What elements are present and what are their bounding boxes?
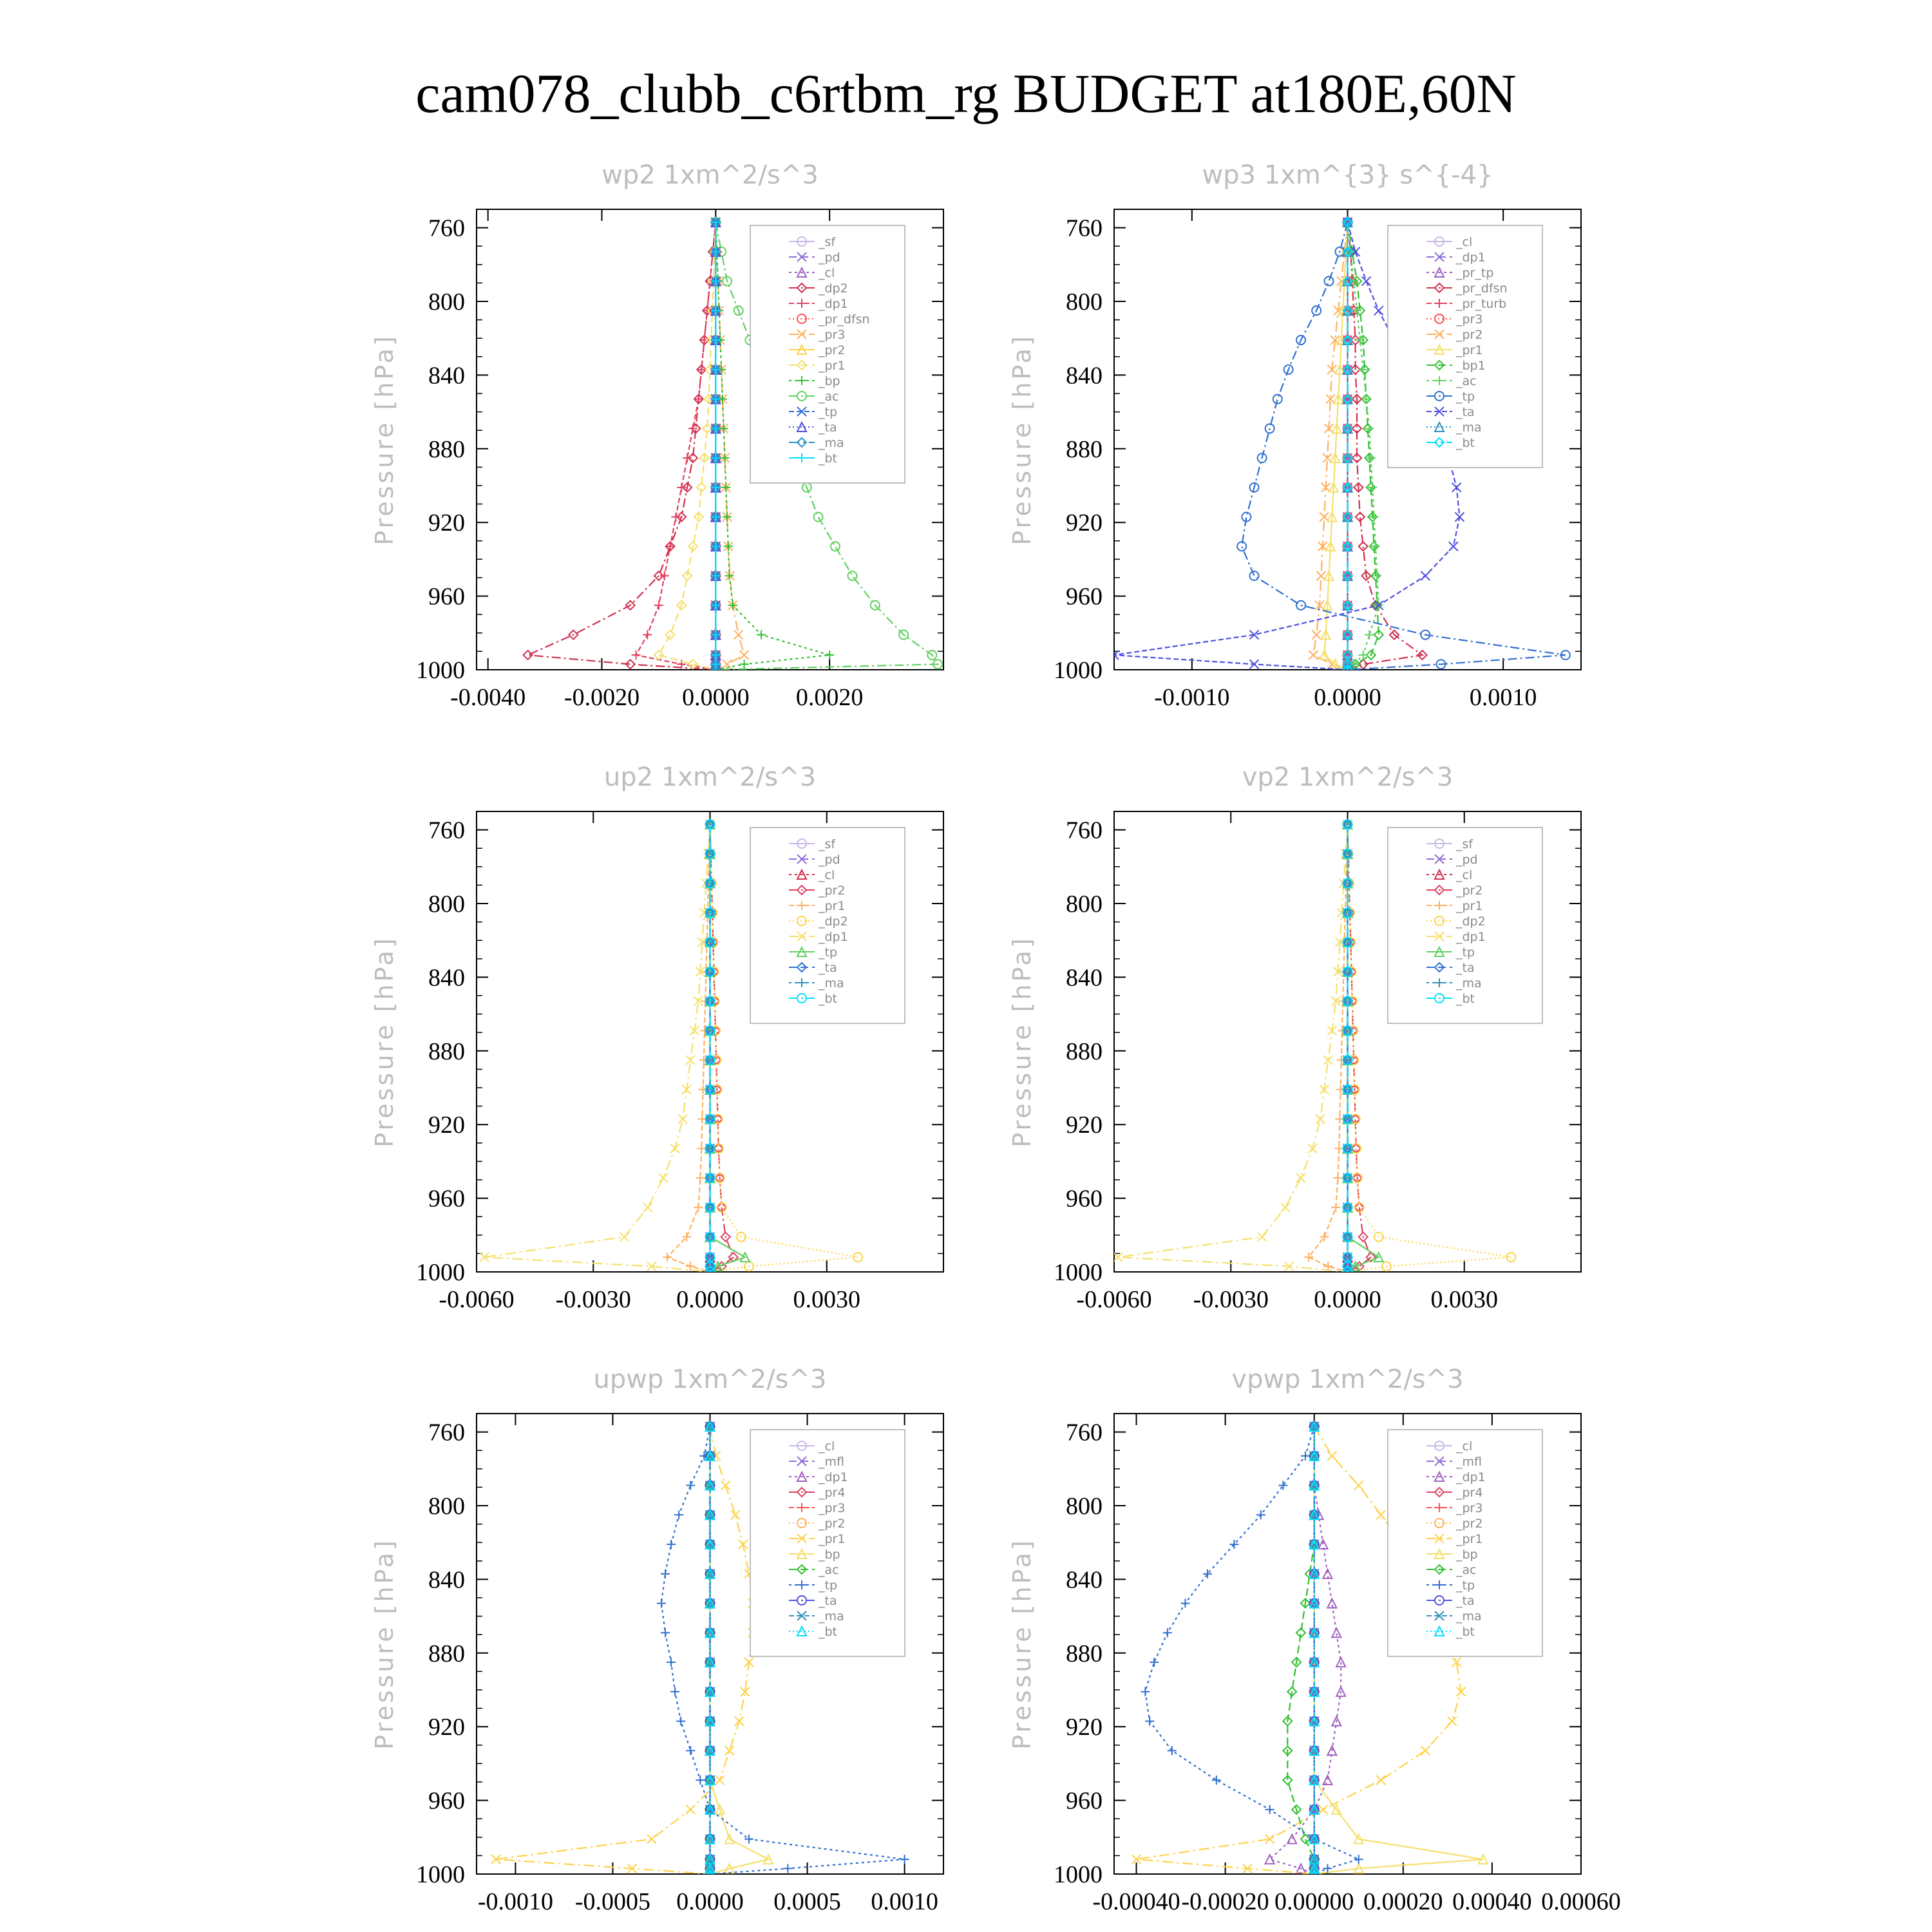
y-tick-label: 840 bbox=[1066, 362, 1103, 390]
y-tick-label: 840 bbox=[428, 362, 465, 390]
panel-2 bbox=[1008, 160, 1581, 711]
data-point bbox=[848, 571, 857, 580]
data-point bbox=[694, 1203, 703, 1212]
y-tick-label: 920 bbox=[428, 1714, 465, 1741]
y-tick-label: 960 bbox=[428, 583, 465, 611]
legend-entry: _pr3 bbox=[1456, 312, 1483, 327]
y-tick-label: 880 bbox=[1066, 435, 1103, 463]
data-point bbox=[643, 1203, 652, 1212]
data-point bbox=[783, 1864, 792, 1873]
y-tick-label: 920 bbox=[428, 1112, 465, 1139]
panel-title: vpwp 1xm^2/s^3 bbox=[1231, 1365, 1464, 1394]
data-point bbox=[686, 1805, 695, 1814]
legend-entry: _dp1 bbox=[819, 297, 848, 311]
legend-entry: _bp bbox=[819, 374, 840, 388]
series-line-dp1 bbox=[484, 824, 710, 1272]
legend-entry: _ta bbox=[1456, 405, 1475, 419]
panel-title: vp2 1xm^2/s^3 bbox=[1242, 762, 1454, 792]
data-point bbox=[1421, 1746, 1430, 1755]
panel-3 bbox=[370, 762, 943, 1313]
data-point bbox=[696, 1173, 705, 1182]
y-tick-label: 880 bbox=[428, 1037, 465, 1065]
data-point bbox=[647, 1835, 656, 1844]
data-point bbox=[620, 1233, 629, 1242]
legend-entry: _bp1 bbox=[1456, 359, 1486, 373]
legend-entry: _bt bbox=[819, 1625, 838, 1639]
y-axis-label: Pressure [hPa] bbox=[370, 334, 399, 545]
y-tick-label: 840 bbox=[428, 1566, 465, 1594]
data-point bbox=[1258, 1233, 1267, 1242]
y-axis-label: Pressure [hPa] bbox=[1008, 334, 1036, 545]
y-tick-label: 800 bbox=[1066, 289, 1103, 316]
legend-entry: _pr4 bbox=[1456, 1486, 1483, 1500]
x-tick-label: 0.0030 bbox=[1430, 1286, 1498, 1313]
data-point bbox=[1421, 571, 1430, 580]
legend-entry: _pr2 bbox=[819, 1517, 846, 1531]
data-point bbox=[1354, 1481, 1363, 1490]
data-point bbox=[740, 659, 749, 668]
series-line-dp1 bbox=[636, 222, 716, 670]
data-point bbox=[1113, 1253, 1122, 1262]
legend-entry: _dp1 bbox=[1456, 251, 1486, 265]
data-point bbox=[1374, 306, 1383, 315]
data-point bbox=[1376, 1776, 1385, 1785]
x-tick-label: -0.0030 bbox=[1193, 1286, 1269, 1313]
y-tick-label: 880 bbox=[1066, 1037, 1103, 1065]
y-tick-label: 800 bbox=[428, 1493, 465, 1520]
legend-entry: _cl bbox=[819, 1439, 835, 1454]
legend-entry: _ta bbox=[1456, 961, 1475, 975]
legend-entry: _pd bbox=[1456, 853, 1478, 867]
data-point bbox=[1333, 1173, 1342, 1182]
series-line-tp bbox=[710, 824, 745, 1272]
panel-5 bbox=[370, 1365, 943, 1915]
data-point bbox=[900, 1855, 909, 1864]
legend-entry: _bp bbox=[1456, 1548, 1478, 1562]
x-tick-label: -0.0060 bbox=[439, 1286, 515, 1313]
data-point bbox=[1212, 1776, 1221, 1785]
legend-entry: _bt bbox=[819, 451, 838, 466]
legend-entry: _ta bbox=[1456, 1594, 1475, 1608]
x-tick-label: -0.0005 bbox=[574, 1888, 651, 1915]
legend-entry: _ac bbox=[1456, 374, 1477, 388]
data-point bbox=[1163, 1628, 1172, 1637]
y-tick-label: 760 bbox=[1066, 214, 1103, 242]
data-point bbox=[831, 542, 840, 551]
panel-1 bbox=[370, 160, 943, 711]
data-point bbox=[654, 601, 663, 610]
x-tick-label: 0.00020 bbox=[1363, 1888, 1443, 1915]
legend-entry: _pr2 bbox=[819, 343, 846, 357]
data-point bbox=[1265, 1805, 1274, 1814]
legend-entry: _pr1 bbox=[1456, 1532, 1483, 1546]
y-tick-label: 840 bbox=[428, 964, 465, 992]
data-point bbox=[1312, 630, 1321, 639]
legend-entry: _pr4 bbox=[819, 1486, 846, 1500]
y-tick-label: 760 bbox=[428, 1419, 465, 1446]
x-tick-label: -0.00020 bbox=[1181, 1888, 1269, 1915]
legend-entry: _bt bbox=[1456, 992, 1475, 1006]
data-point bbox=[661, 1569, 670, 1578]
legend-entry: _tp bbox=[819, 405, 838, 419]
legend-entry: _pr_dfsn bbox=[819, 312, 870, 327]
data-point bbox=[757, 630, 766, 639]
x-tick-label: 0.00060 bbox=[1541, 1888, 1621, 1915]
legend-entry: _cl bbox=[1456, 1439, 1473, 1454]
data-point bbox=[670, 1687, 679, 1696]
data-point bbox=[696, 1776, 705, 1785]
data-point bbox=[1316, 571, 1325, 580]
legend-entry: _bt bbox=[819, 992, 838, 1006]
series-line-dp2 bbox=[528, 222, 716, 670]
panel-6 bbox=[1008, 1365, 1621, 1915]
x-tick-label: 0.0000 bbox=[676, 1888, 744, 1915]
data-point bbox=[659, 1173, 668, 1182]
data-point bbox=[825, 650, 834, 659]
data-point bbox=[667, 1658, 676, 1667]
series-line-pr2 bbox=[1313, 222, 1347, 670]
series-line-dp1 bbox=[1118, 824, 1347, 1272]
legend-entry: _tp bbox=[819, 945, 838, 960]
series-line-pr1 bbox=[667, 824, 710, 1272]
y-axis-label: Pressure [hPa] bbox=[370, 936, 399, 1148]
data-point bbox=[1327, 1452, 1336, 1461]
data-point bbox=[676, 1717, 685, 1726]
data-point bbox=[677, 483, 686, 492]
y-tick-label: 880 bbox=[1066, 1640, 1103, 1667]
legend-entry: _tp bbox=[1456, 1578, 1475, 1593]
y-tick-label: 800 bbox=[428, 289, 465, 316]
legend-entry: _dp2 bbox=[819, 914, 848, 929]
y-tick-label: 960 bbox=[1066, 583, 1103, 611]
x-tick-label: -0.0060 bbox=[1076, 1286, 1152, 1313]
y-tick-label: 1000 bbox=[1054, 657, 1103, 684]
data-point bbox=[657, 1599, 666, 1608]
data-point bbox=[1376, 1510, 1385, 1519]
legend-entry: _dp1 bbox=[1456, 1470, 1486, 1484]
y-axis-label: Pressure [hPa] bbox=[370, 1538, 399, 1750]
data-point bbox=[654, 650, 663, 659]
data-point bbox=[678, 1115, 687, 1124]
data-point bbox=[1362, 277, 1371, 286]
x-tick-label: 0.00040 bbox=[1452, 1888, 1532, 1915]
x-tick-label: 0.0030 bbox=[793, 1286, 860, 1313]
data-point bbox=[694, 395, 703, 404]
data-point bbox=[660, 571, 669, 580]
legend-entry: _dp2 bbox=[1456, 914, 1486, 929]
legend-entry: _cl bbox=[819, 266, 835, 280]
legend-entry: _pr_tp bbox=[1456, 266, 1494, 280]
data-point bbox=[721, 1481, 730, 1490]
data-point bbox=[740, 650, 749, 659]
data-point bbox=[671, 513, 680, 522]
figure-title: cam078_clubb_c6rtbm_rg BUDGET at180E,60N bbox=[415, 62, 1517, 124]
data-point bbox=[1168, 1746, 1177, 1755]
y-tick-label: 760 bbox=[428, 817, 465, 844]
y-tick-label: 920 bbox=[1066, 1714, 1103, 1741]
legend-entry: _ma bbox=[1456, 421, 1482, 435]
y-tick-label: 960 bbox=[1066, 1787, 1103, 1815]
legend-entry: _bp bbox=[819, 1548, 840, 1562]
y-tick-label: 800 bbox=[1066, 891, 1103, 918]
y-tick-label: 760 bbox=[1066, 1419, 1103, 1446]
data-point bbox=[1319, 1540, 1328, 1549]
data-point bbox=[1150, 1658, 1159, 1667]
legend-entry: _tp bbox=[819, 1578, 838, 1593]
data-point bbox=[667, 1540, 676, 1549]
data-point bbox=[1296, 1173, 1305, 1182]
data-point bbox=[1323, 1776, 1332, 1785]
data-point bbox=[715, 1776, 724, 1785]
legend-entry: _dp1 bbox=[819, 1470, 848, 1484]
data-point bbox=[632, 650, 641, 659]
legend-entry: _pr2 bbox=[1456, 328, 1483, 342]
legend-entry: _ta bbox=[819, 961, 837, 975]
panel-title: wp2 1xm^2/s^3 bbox=[601, 160, 819, 190]
legend-entry: _pr1 bbox=[1456, 899, 1483, 913]
legend-entry: _ac bbox=[819, 1563, 839, 1577]
legend-entry: _ma bbox=[819, 1609, 844, 1624]
legend-entry: _sf bbox=[1456, 837, 1473, 851]
panel-title: wp3 1xm^{3} s^{-4} bbox=[1202, 160, 1493, 190]
x-tick-label: 0.0010 bbox=[871, 1888, 938, 1915]
legend-entry: _ma bbox=[819, 976, 844, 990]
data-point bbox=[1362, 395, 1371, 404]
data-point bbox=[1331, 1203, 1340, 1212]
y-tick-label: 920 bbox=[428, 509, 465, 537]
data-point bbox=[1265, 1855, 1274, 1864]
y-tick-label: 760 bbox=[1066, 817, 1103, 844]
y-tick-label: 880 bbox=[428, 1640, 465, 1667]
legend-entry: _mfl bbox=[1456, 1455, 1482, 1469]
legend-entry: _pr1 bbox=[819, 359, 846, 373]
y-tick-label: 920 bbox=[1066, 509, 1103, 537]
legend-entry: _dp1 bbox=[819, 930, 848, 944]
data-point bbox=[1320, 513, 1329, 522]
y-tick-label: 920 bbox=[1066, 1112, 1103, 1139]
data-point bbox=[1452, 483, 1461, 492]
legend-entry: _tp bbox=[1456, 390, 1475, 404]
legend-entry: _pd bbox=[819, 251, 840, 265]
y-tick-label: 960 bbox=[1066, 1185, 1103, 1213]
legend-entry: _pr_dfsn bbox=[1456, 281, 1508, 296]
legend-entry: _sf bbox=[819, 837, 836, 851]
data-point bbox=[1325, 277, 1334, 286]
y-tick-label: 840 bbox=[1066, 1566, 1103, 1594]
legend-entry: _pd bbox=[819, 853, 840, 867]
data-point bbox=[666, 630, 675, 639]
data-point bbox=[686, 1481, 695, 1490]
data-point bbox=[643, 630, 652, 639]
legend-entry: _pr3 bbox=[1456, 1501, 1483, 1515]
data-point bbox=[1308, 1144, 1317, 1153]
panel-title: up2 1xm^2/s^3 bbox=[603, 762, 817, 792]
legend-entry: _pr1 bbox=[819, 899, 846, 913]
x-tick-label: 0.00000 bbox=[1274, 1888, 1354, 1915]
y-tick-label: 1000 bbox=[1054, 1861, 1103, 1888]
legend-entry: _bt bbox=[1456, 436, 1475, 450]
legend-entry: _ma bbox=[1456, 1609, 1482, 1624]
y-tick-label: 800 bbox=[428, 891, 465, 918]
legend-entry: _pr2 bbox=[1456, 1517, 1483, 1531]
data-point bbox=[661, 1628, 670, 1637]
series-line-pr1 bbox=[659, 222, 715, 670]
x-tick-label: 0.0000 bbox=[682, 684, 750, 711]
data-point bbox=[1281, 1203, 1290, 1212]
x-tick-label: -0.0040 bbox=[450, 684, 526, 711]
y-tick-label: 880 bbox=[428, 435, 465, 463]
x-tick-label: 0.0020 bbox=[795, 684, 864, 711]
series-line-dp1 bbox=[1270, 1426, 1341, 1874]
legend-entry: _pr_turb bbox=[1456, 297, 1507, 311]
series-line-pr1 bbox=[1309, 824, 1347, 1272]
data-point bbox=[674, 1510, 683, 1519]
data-point bbox=[1250, 571, 1259, 580]
data-point bbox=[686, 1746, 695, 1755]
data-point bbox=[1319, 1805, 1328, 1814]
legend-entry: _ac bbox=[819, 390, 839, 404]
y-tick-label: 1000 bbox=[416, 657, 465, 684]
data-point bbox=[666, 542, 675, 551]
y-tick-label: 840 bbox=[1066, 964, 1103, 992]
legend-entry: _ma bbox=[1456, 976, 1482, 990]
legend-entry: _cl bbox=[1456, 235, 1473, 249]
y-tick-label: 1000 bbox=[416, 1861, 465, 1888]
legend-entry: _pr2 bbox=[1456, 884, 1483, 898]
legend-entry: _dp1 bbox=[1456, 930, 1486, 944]
x-tick-label: -0.0020 bbox=[564, 684, 640, 711]
panel-title: upwp 1xm^2/s^3 bbox=[593, 1365, 827, 1394]
panel-4 bbox=[1008, 762, 1581, 1313]
x-tick-label: -0.0010 bbox=[477, 1888, 553, 1915]
data-point bbox=[725, 1746, 734, 1755]
x-tick-label: -0.00040 bbox=[1092, 1888, 1180, 1915]
legend-entry: _cl bbox=[1456, 868, 1473, 882]
data-point bbox=[1141, 1687, 1150, 1696]
y-tick-label: 1000 bbox=[1054, 1259, 1103, 1286]
legend-entry: _dp2 bbox=[819, 281, 848, 296]
legend-entry: _ta bbox=[819, 421, 837, 435]
legend-entry: _pr1 bbox=[1456, 343, 1483, 357]
data-point bbox=[1448, 1717, 1457, 1726]
x-tick-label: 0.0000 bbox=[1314, 684, 1381, 711]
data-point bbox=[813, 513, 822, 522]
legend-entry: _tp bbox=[1456, 945, 1475, 960]
x-tick-label: 0.0010 bbox=[1469, 684, 1537, 711]
y-axis-label: Pressure [hPa] bbox=[1008, 936, 1036, 1148]
legend-entry: _sf bbox=[819, 235, 836, 249]
y-tick-label: 800 bbox=[1066, 1493, 1103, 1520]
legend-entry: _pr3 bbox=[819, 1501, 846, 1515]
legend-entry: _ma bbox=[819, 436, 844, 450]
data-point bbox=[1365, 630, 1374, 639]
legend-entry: _pr1 bbox=[819, 1532, 846, 1546]
legend-entry: _mfl bbox=[819, 1455, 844, 1469]
y-tick-label: 1000 bbox=[416, 1259, 465, 1286]
data-point bbox=[1287, 1835, 1296, 1844]
x-tick-label: 0.0000 bbox=[676, 1286, 744, 1313]
data-point bbox=[1203, 1569, 1212, 1578]
legend-entry: _cl bbox=[819, 868, 835, 882]
legend-entry: _pr2 bbox=[819, 884, 846, 898]
data-point bbox=[735, 1717, 744, 1726]
data-point bbox=[1145, 1717, 1154, 1726]
data-point bbox=[683, 453, 692, 462]
data-point bbox=[1354, 1855, 1363, 1864]
data-point bbox=[1316, 1115, 1325, 1124]
legend-entry: _ac bbox=[1456, 1563, 1477, 1577]
legend-entry: _pr3 bbox=[819, 328, 846, 342]
x-tick-label: 0.0000 bbox=[1314, 1286, 1381, 1313]
data-point bbox=[1273, 395, 1282, 404]
x-tick-label: 0.0005 bbox=[773, 1888, 841, 1915]
y-tick-label: 760 bbox=[428, 214, 465, 242]
y-tick-label: 960 bbox=[428, 1185, 465, 1213]
legend-entry: _ta bbox=[819, 1594, 837, 1608]
x-tick-label: -0.0030 bbox=[555, 1286, 631, 1313]
data-point bbox=[1309, 650, 1318, 659]
data-point bbox=[731, 1510, 740, 1519]
y-axis-label: Pressure [hPa] bbox=[1008, 1538, 1036, 1750]
data-point bbox=[734, 630, 743, 639]
data-point bbox=[670, 1144, 679, 1153]
legend-entry: _bt bbox=[1456, 1625, 1475, 1639]
data-point bbox=[663, 1253, 672, 1262]
y-tick-label: 960 bbox=[428, 1787, 465, 1815]
x-tick-label: -0.0010 bbox=[1154, 684, 1230, 711]
